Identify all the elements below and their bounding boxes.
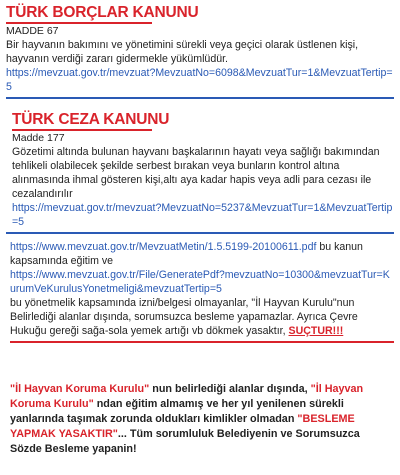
crime-warning: SUÇTUR!!!	[288, 325, 344, 337]
yonetmelik-text-1: bu kanun kapsamında eğitim ve	[10, 241, 363, 267]
yonetmelik-paragraph-2	[10, 268, 394, 296]
borclar-title-underline	[6, 22, 152, 24]
borclar-section	[6, 4, 394, 99]
notice-paragraph	[10, 382, 394, 457]
ceza-text: Gözetimi altında bulunan hayvanı başkalarının hayatı veya sağlığı bakımından tehlikeli olabilecek şekilde serbest bırakan veya bunların kontrol altına alınmasında ihmal gösteren kişi,altı aya kadar hapis veya adli para cezası ile cezalandırılır	[12, 146, 380, 200]
yonetmelik-text-2: bu yönetmelik kapsamında izni/belgesi olmayanlar, "İl Hayvan Kurulu"nun Belirlediği alanlar dışında, sorumsuzca besleme yapamazlar. Ayrıca Çevre Hukuğu gereği sağa-sola yemek artığı vb dökmek yasaktır,	[10, 297, 358, 337]
borclar-link[interactable]: https://mevzuat.gov.tr/mevzuat?MevzuatNo=6098&MevzuatTur=1&MevzuatTertip=5	[6, 67, 393, 93]
ceza-article: Madde 177	[12, 132, 65, 144]
notice-kurul-2: "İl Hayvan Koruma Kurulu"	[10, 383, 364, 410]
ceza-link[interactable]: https://mevzuat.gov.tr/mevzuat?MevzuatNo=5237&MevzuatTur=1&MevzuatTertip=5	[12, 202, 393, 228]
yonetmelik-divider	[10, 341, 394, 343]
notice-text-2: ndan eğitim almamış ve her yıl yenilenen sürekli yanlarında taşımak zorunda oldukları kimlikler olmadan	[10, 398, 344, 425]
borclar-divider	[6, 97, 394, 99]
notice-text-3: ... Tüm sorumluluk Belediyenin ve Sorumsuzca Sözde Besleme yapanin!	[10, 428, 360, 455]
ceza-title: TÜRK CEZA KANUNU	[12, 111, 170, 128]
notice-prohibited: "BESLEME YAPMAK YASAKTIR"	[10, 413, 355, 440]
ceza-title-underline	[12, 129, 152, 131]
borclar-title: TÜRK BORÇLAR KANUNU	[6, 4, 199, 21]
borclar-text: Bir hayvanın bakımını ve yönetimini sürekli veya geçici olarak üstlenen kişi, hayvanın verdiği zararı gidermekle yükümlüdür.	[6, 39, 359, 65]
notice-section	[6, 382, 394, 457]
yonetmelik-paragraph-3	[10, 296, 394, 338]
yonetmelik-link-2[interactable]: https://www.mevzuat.gov.tr/File/GeneratePdf?mevzuatNo=10300&mevzuatTur=KurumVeKurulusYonetmeligi&mevzuatTertip=5	[10, 269, 390, 295]
borclar-article: MADDE 67	[6, 25, 59, 37]
yonetmelik-paragraph-1	[10, 240, 394, 268]
notice-kurul-1: "İl Hayvan Koruma Kurulu"	[10, 383, 150, 395]
yonetmelik-section	[6, 240, 394, 343]
ceza-section	[6, 111, 394, 234]
notice-text-1: nun belirlediği alanlar dışında,	[149, 383, 311, 395]
yonetmelik-link-1[interactable]: https://www.mevzuat.gov.tr/MevzuatMetin/1.5.5199-20100611.pdf	[10, 241, 317, 253]
ceza-divider	[6, 232, 394, 234]
